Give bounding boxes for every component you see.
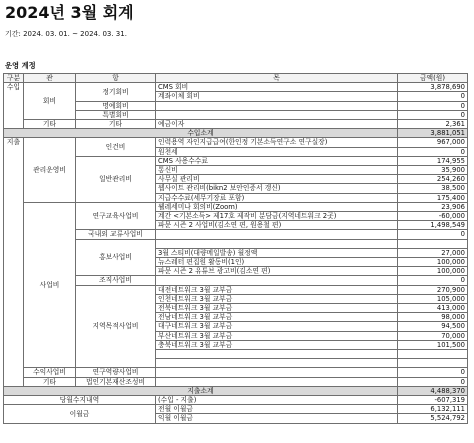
category-income: 수입 — [4, 83, 24, 129]
carry-next-amount: 5,524,792 — [398, 414, 468, 423]
section-label: 운영 계정 — [5, 61, 36, 70]
amount-pr3: 100,000 — [398, 267, 468, 276]
mok-empty — [156, 101, 398, 110]
mok-pers1: 인력용역 자인지급급여(한인정 기본소득연구소 연구실장) — [156, 138, 398, 147]
amount-pr2: 100,000 — [398, 258, 468, 267]
carryover-label: 이월금 — [4, 405, 156, 423]
net-formula: (수입 - 지출) — [156, 396, 398, 405]
mok-gm2: 통신비 — [156, 166, 398, 175]
hang-corp-reserve: 법인기본재산조성비 — [76, 377, 156, 386]
amount-gm3: 254,260 — [398, 175, 468, 184]
amount-pers2: 0 — [398, 147, 468, 156]
amount-re2: -60,000 — [398, 212, 468, 221]
mok-pr2: 뉴스레터 편집원 활동비(1인) — [156, 258, 398, 267]
amount-reg2: 105,000 — [398, 294, 468, 303]
net-amount: -607,319 — [398, 396, 468, 405]
net-label: 당월수지내역 — [4, 396, 156, 405]
hang-personnel: 인건비 — [76, 138, 156, 156]
mok-pr1: 3월 스티비(대량메일발송) 월정액 — [156, 248, 398, 257]
mok-re2: 계간 <기본소득> 제17호 제작비 분담금(지역네트워크 2곳) — [156, 212, 398, 221]
mok-empty — [156, 239, 398, 248]
hang-general-mgmt: 일반관리비 — [76, 156, 156, 202]
mok-reg1: 대전네트워크 3월 교부금 — [156, 285, 398, 294]
mok-re3: 파문 시즌 2 사업비(김소연 편, 원용철 편) — [156, 221, 398, 230]
hang-special-fee: 특별회비 — [76, 110, 156, 119]
mok-reg3: 전북네트워크 3월 교부금 — [156, 304, 398, 313]
amount-gm4: 38,500 — [398, 184, 468, 193]
header-mok: 목 — [156, 74, 398, 83]
gwan-mgmt-ops: 관리운영비 — [24, 138, 76, 202]
table-row — [4, 83, 468, 92]
mok-other-exp — [156, 377, 398, 386]
report-title: 2024년 3월 회계 — [5, 3, 134, 22]
header-amount: 금액(원) — [398, 74, 468, 83]
mok-re1: 웰레세미나 회의비(Zoom) — [156, 202, 398, 211]
header-hang: 항 — [76, 74, 156, 83]
header-gwan: 관 — [24, 74, 76, 83]
expense-subtotal-label: 지출소계 — [4, 386, 398, 395]
amount-org1: 0 — [398, 276, 468, 285]
amount-reg3: 413,000 — [398, 304, 468, 313]
mok-empty — [156, 350, 398, 359]
income-subtotal-label: 수입소계 — [4, 129, 398, 138]
mok-cms-fee: CMS 회비 — [156, 83, 398, 92]
amount-rev1: 0 — [398, 368, 468, 377]
carry-prev-label: 전월 이월금 — [156, 405, 398, 414]
hang-named-fee: 명예회비 — [76, 101, 156, 110]
mok-gm3: 사무실 관리비 — [156, 175, 398, 184]
mok-reg4: 전남네트워크 3월 교부금 — [156, 313, 398, 322]
gwan-income-other: 기타 — [24, 120, 76, 129]
amount-special-fee: 0 — [398, 110, 468, 119]
amount-named-fee: 0 — [398, 101, 468, 110]
carryover-row — [4, 405, 468, 414]
table-row — [4, 138, 468, 147]
amount-interest: 2,361 — [398, 120, 468, 129]
mok-intl1 — [156, 230, 398, 239]
amount-gm1: 174,955 — [398, 156, 468, 165]
amount-gm5: 175,400 — [398, 193, 468, 202]
carry-next-label: 익월 이월금 — [156, 414, 398, 423]
amount-empty — [398, 350, 468, 359]
mok-pr3: 파문 시즌 2 유튜브 광고비(김소연 편) — [156, 267, 398, 276]
amount-reg6: 70,000 — [398, 331, 468, 340]
amount-re1: 23,906 — [398, 202, 468, 211]
amount-pr1: 27,000 — [398, 248, 468, 257]
mok-reg7: 충북네트워크 3월 교부금 — [156, 340, 398, 349]
hang-intl-exchange: 국내외 교류사업비 — [76, 230, 156, 239]
report-period: 기간: 2024. 03. 01. ~ 2024. 03. 31. — [5, 30, 127, 38]
mok-empty — [156, 110, 398, 119]
hang-org-building: 조직사업비 — [76, 276, 156, 285]
mok-gm5: 지급수수료(세무기장료 포함) — [156, 193, 398, 202]
mok-org1 — [156, 276, 398, 285]
header-category: 구분 — [4, 74, 24, 83]
table-row — [4, 202, 468, 211]
amount-cms-fee: 3,878,690 — [398, 83, 468, 92]
amount-other-exp: 0 — [398, 377, 468, 386]
table-row — [4, 120, 468, 129]
amount-gm2: 35,900 — [398, 166, 468, 175]
expense-subtotal-row — [4, 386, 468, 395]
mok-transfer-fee: 계좌이체 회비 — [156, 92, 398, 101]
amount-re3: 1,498,549 — [398, 221, 468, 230]
table-header-row — [4, 74, 468, 83]
amount-reg7: 101,500 — [398, 340, 468, 349]
hang-promotion: 홍보사업비 — [76, 239, 156, 276]
mok-rev1 — [156, 368, 398, 377]
amount-reg1: 270,900 — [398, 285, 468, 294]
table-row — [4, 377, 468, 386]
hang-regional: 지역목적사업비 — [76, 285, 156, 368]
mok-reg2: 인천네트워크 3월 교부금 — [156, 294, 398, 303]
mok-gm1: CMS 사용수수료 — [156, 156, 398, 165]
mok-pers2: 원천세 — [156, 147, 398, 156]
mok-reg5: 대구네트워크 3월 교부금 — [156, 322, 398, 331]
mok-gm4: 웹사이트 관리비(bikn2 보안인증서 갱신) — [156, 184, 398, 193]
amount-intl1: 0 — [398, 230, 468, 239]
net-row — [4, 396, 468, 405]
ledger-table — [3, 73, 468, 424]
hang-income-other: 기타 — [76, 120, 156, 129]
hang-research-training: 연구역량사업비 — [76, 368, 156, 377]
table-row — [4, 368, 468, 377]
expense-subtotal-amount: 4,488,370 — [398, 386, 468, 395]
mok-reg6: 부산네트워크 3월 교부금 — [156, 331, 398, 340]
amount-reg4: 98,000 — [398, 313, 468, 322]
carry-prev-amount: 6,132,111 — [398, 405, 468, 414]
gwan-expense-other: 기타 — [24, 377, 76, 386]
mok-interest: 예금이자 — [156, 120, 398, 129]
hang-research-edu: 연구교육사업비 — [76, 202, 156, 230]
gwan-business: 사업비 — [24, 202, 76, 368]
amount-pers1: 967,000 — [398, 138, 468, 147]
gwan-revenue-biz: 수익사업비 — [24, 368, 76, 377]
category-expense: 지출 — [4, 138, 24, 386]
amount-transfer-fee: 0 — [398, 92, 468, 101]
mok-empty — [156, 359, 398, 368]
amount-reg5: 94,500 — [398, 322, 468, 331]
income-subtotal-row — [4, 129, 468, 138]
income-subtotal-amount: 3,881,051 — [398, 129, 468, 138]
amount-empty — [398, 239, 468, 248]
amount-empty — [398, 359, 468, 368]
hang-regular-fee: 정기회비 — [76, 83, 156, 101]
gwan-membership: 회비 — [24, 83, 76, 120]
